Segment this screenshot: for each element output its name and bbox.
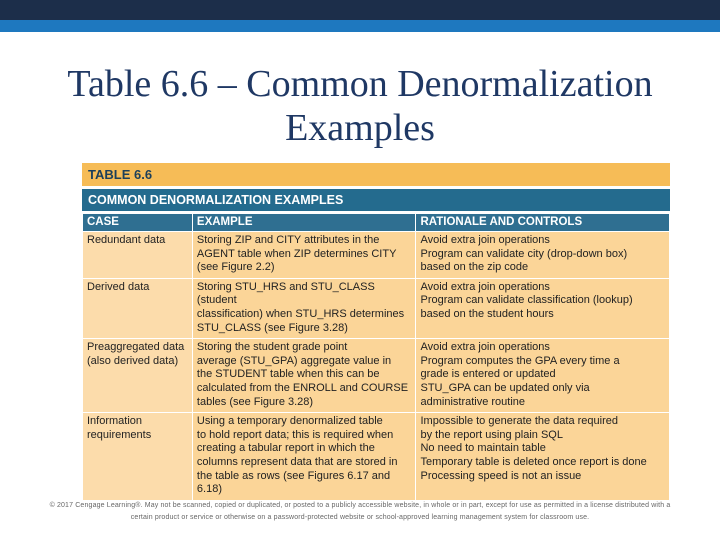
copyright-line2: certain product or service or otherwise on a password-protected website or school-approved learning management system for classroom use.: [130, 514, 590, 521]
table-figure: [82, 163, 670, 496]
example-cell: Storing STU_HRS and STU_CLASS (student classification) when STU_HRS determines STU_CLASS (see Figure 3.28): [192, 278, 416, 338]
table-header-row: [83, 214, 670, 232]
top-banner-accent: [0, 20, 720, 32]
slide-title-line2: Examples: [285, 107, 435, 149]
denormalization-table: [82, 213, 670, 501]
copyright-line1: © 2017 Cengage Learning®. May not be scanned, copied or duplicated, or posted to a publicly accessible website, in whole or in part, except for use as permitted in a license distributed with a: [49, 502, 671, 509]
rationale-cell: Avoid extra join operations Program computes the GPA every time a grade is entered or updated STU_GPA can be updated only via administrative routine: [416, 339, 670, 413]
case-cell: Redundant data: [83, 232, 193, 279]
header-example: EXAMPLE: [192, 214, 416, 232]
top-banner-bar: [0, 0, 720, 20]
rationale-cell: Impossible to generate the data required by the report using plain SQL No need to maintain table Temporary table is deleted once report is done Processing speed is not an issue: [416, 413, 670, 501]
table-caption: COMMON DENORMALIZATION EXAMPLES: [82, 189, 670, 211]
table-label: TABLE 6.6: [82, 163, 670, 186]
table-row: [83, 278, 670, 338]
case-cell: Derived data: [83, 278, 193, 338]
table-row: [83, 339, 670, 413]
slide-title: [20, 62, 700, 150]
case-cell: Preaggregated data (also derived data): [83, 339, 193, 413]
header-rationale: RATIONALE AND CONTROLS: [416, 214, 670, 232]
table-row: [83, 413, 670, 501]
case-cell: Information requirements: [83, 413, 193, 501]
rationale-cell: Avoid extra join operations Program can validate classification (lookup) based on the student hours: [416, 278, 670, 338]
example-cell: Storing ZIP and CITY attributes in the AGENT table when ZIP determines CITY (see Figure 2.2): [192, 232, 416, 279]
rationale-cell: Avoid extra join operations Program can validate city (drop-down box) based on the zip code: [416, 232, 670, 279]
copyright-notice: [30, 500, 690, 524]
header-case: CASE: [83, 214, 193, 232]
example-cell: Using a temporary denormalized table to hold report data; this is required when creating a tabular report in which the columns represent data that are stored in the table as rows (see Figures 6.17 and 6.18): [192, 413, 416, 501]
table-row: [83, 232, 670, 279]
slide-title-line1: Table 6.6 – Common Denormalization: [67, 63, 653, 105]
example-cell: Storing the student grade point average (STU_GPA) aggregate value in the STUDENT table when this can be calculated from the ENROLL and COURSE tables (see Figure 3.28): [192, 339, 416, 413]
